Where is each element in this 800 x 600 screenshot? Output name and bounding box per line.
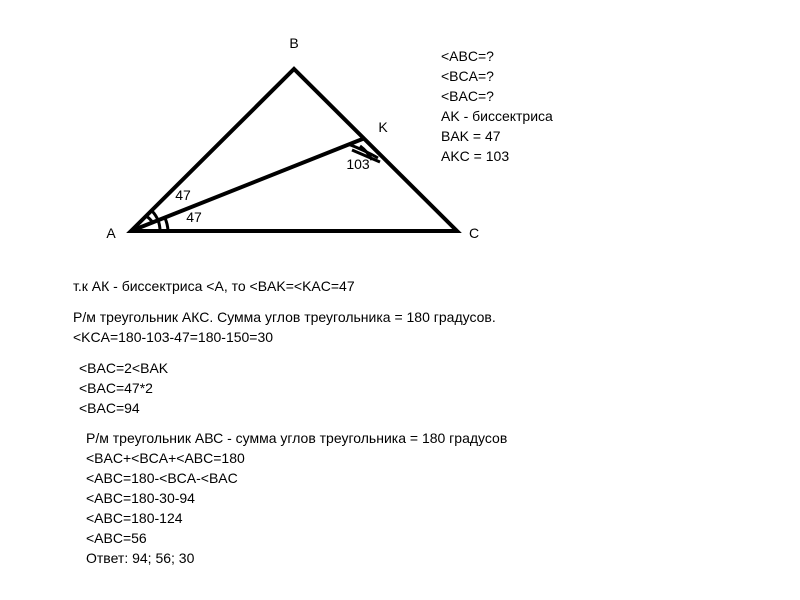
- vertex-label-b: B: [289, 35, 299, 51]
- angle-label-bak: 47: [175, 187, 191, 203]
- given-line: AKC = 103: [441, 148, 510, 164]
- vertex-label-c: C: [468, 225, 480, 241]
- solution-step-3: [79, 358, 168, 418]
- vertex-label-a: A: [106, 225, 116, 241]
- answer-line: Ответ: 94; 56; 30: [86, 550, 195, 566]
- given-line: <ABC=?: [441, 48, 494, 64]
- solution-line: <ABC=180-124: [86, 510, 183, 526]
- solution-line: <BAC=94: [79, 400, 140, 416]
- solution-line: <BAC+<BCA+<ABC=180: [86, 450, 245, 466]
- solution-step-1: [73, 276, 355, 296]
- given-list: [441, 46, 553, 166]
- solution-line: Р/м треугольник АВС - сумма углов треугольника = 180 градусов: [86, 430, 508, 446]
- solution-line: <KCA=180-103-47=180-150=30: [73, 329, 274, 345]
- given-line: AK - биссектриса: [441, 108, 553, 124]
- solution-line: <ABC=180-30-94: [86, 490, 195, 506]
- vertex-label-k: K: [378, 119, 388, 135]
- given-line: <BAC=?: [441, 88, 494, 104]
- solution-line: <BAC=47*2: [79, 380, 153, 396]
- bisector-ak: [131, 138, 365, 231]
- angle-label-akc: 103: [346, 156, 370, 172]
- solution-line: <ABC=180-<BCA-<BAC: [86, 470, 238, 486]
- given-line: BAK = 47: [441, 128, 501, 144]
- solution-line: <ABC=56: [86, 530, 147, 546]
- solution-line: <BAC=2<BAK: [79, 360, 169, 376]
- solution-step-2: [73, 307, 496, 347]
- solution-step-4: [86, 428, 507, 568]
- given-line: <BCA=?: [441, 68, 494, 84]
- angle-label-kac: 47: [186, 209, 202, 225]
- solution-line: т.к АК - биссектриса <А, то <BAK=<KAC=47: [73, 278, 355, 294]
- triangle-abc: [131, 69, 457, 231]
- solution-line: Р/м треугольник АКС. Сумма углов треугольника = 180 градусов.: [73, 309, 496, 325]
